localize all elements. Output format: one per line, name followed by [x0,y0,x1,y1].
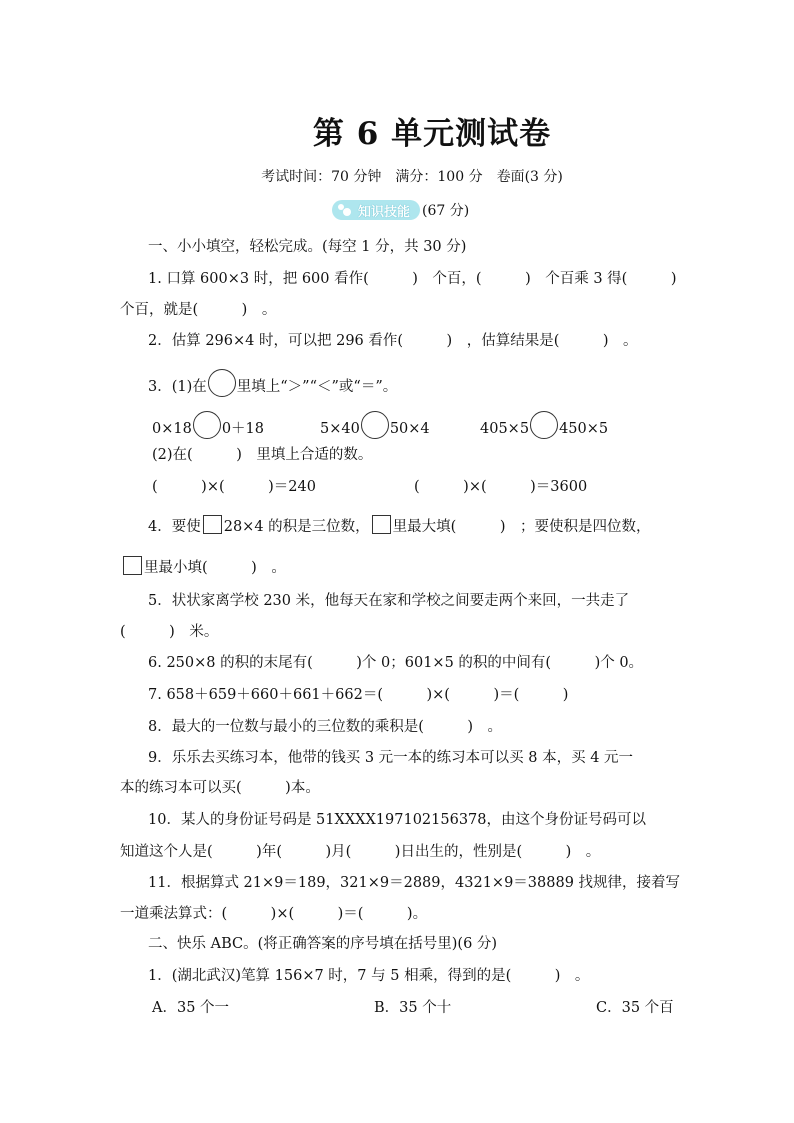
q2-line: 2．估算 296×4 时，可以把 296 看作( ) ，估算结果是( ) 。 [148,333,638,349]
option-c[interactable]: C．35 个百 [596,1000,674,1016]
q7-line: 7. 658＋659＋660＋661＋662＝( )×( )＝( ) [148,687,569,703]
q3-cmp2-left: 5×40 [320,421,360,437]
circle-blank-icon[interactable] [193,411,221,439]
q3-cmp1-right: 0＋18 [221,421,265,437]
q6-line: 6. 250×8 的积的末尾有( )个 0；601×5 的积的中间有( )个 0。 [148,655,644,671]
q3-compare-1 [152,415,264,443]
exam-info: 考试时间：70 分钟 满分：100 分 卷面(3 分) [261,169,563,185]
q8-line: 8．最大的一位数与最小的三位数的乘积是( ) 。 [148,719,503,735]
section-tag-label: 知识技能 [358,204,411,220]
part1-heading: 一、小小填空，轻松完成。(每空 1 分，共 30 分) [148,239,467,255]
q4-middle: 28×4 的积是三位数， [223,519,370,535]
q1-line1: 1. 口算 600×3 时，把 600 看作( ) 个百，( ) 个百乘 3 得( ) [148,271,677,287]
q5-line1: 5．状状家离学校 230 米，他每天在家和学校之间要走两个来回，一共走了 [148,593,630,609]
q3-line [148,373,397,401]
bubble-icon [338,204,352,216]
q11-line1: 11．根据算式 21×9＝189，321×9＝2889，4321×9＝38889 找规律，接着写 [148,875,681,891]
q4b-suffix: 里最小填( ) 。 [144,560,286,576]
q3-part2: (2)在( ) 里填上合适的数。 [152,447,373,463]
q4-line2 [121,558,286,578]
option-a[interactable]: A．35 个一 [152,1000,230,1016]
q3-cmp1-left: 0×18 [152,421,192,437]
q3-equation-2: ( )×( )＝3600 [414,479,588,495]
q9-line2: 本的练习本可以买( )本。 [120,780,320,796]
section-tag [332,199,469,221]
q3-cmp2-right: 50×4 [389,421,430,437]
q3-prefix: 3．(1)在 [148,379,207,395]
q3-equation-1: ( )×( )＝240 [152,479,316,495]
q4-suffix: 里最大填( ) ；要使积是四位数， [392,519,651,535]
part2-q1: 1．(湖北武汉)笔算 156×7 时，7 与 5 相乘，得到的是( ) 。 [148,968,590,984]
q10-line2: 知道这个人是( )年( )月( )日出生的，性别是( ) 。 [120,844,601,860]
q5-line2: ( ) 米。 [120,624,219,640]
q3-compare-2 [320,415,430,443]
square-blank-icon [372,515,391,534]
q3-compare-3 [480,415,608,443]
square-blank-icon [203,515,222,534]
q11-line2: 一道乘法算式：( )×( )＝( )。 [120,906,428,922]
circle-blank-icon[interactable] [530,411,558,439]
q10-line1: 10．某人的身份证号码是 51XXXX197102156378，由这个身份证号码可以 [148,812,647,828]
q4-prefix: 4．要使 [148,519,201,535]
q1-line2: 个百，就是( ) 。 [120,302,277,318]
section-score: (67 分) [422,203,470,219]
page-title: 第 6 单元测试卷 [312,116,552,152]
q3-suffix: 里填上“＞”“＜”或“＝”。 [236,379,398,395]
q3-cmp3-left: 405×5 [480,421,530,437]
q3-cmp3-right: 450×5 [559,421,609,437]
circle-blank-icon [208,369,236,397]
square-blank-icon [123,556,142,575]
circle-blank-icon[interactable] [361,411,389,439]
option-b[interactable]: B．35 个十 [374,1000,452,1016]
part2-heading: 二、快乐 ABC。(将正确答案的序号填在括号里)(6 分) [148,936,498,952]
q9-line1: 9．乐乐去买练习本，他带的钱买 3 元一本的练习本可以买 8 本，买 4 元一 [148,750,634,766]
section-pill [332,200,420,220]
q4-line1 [148,517,650,537]
